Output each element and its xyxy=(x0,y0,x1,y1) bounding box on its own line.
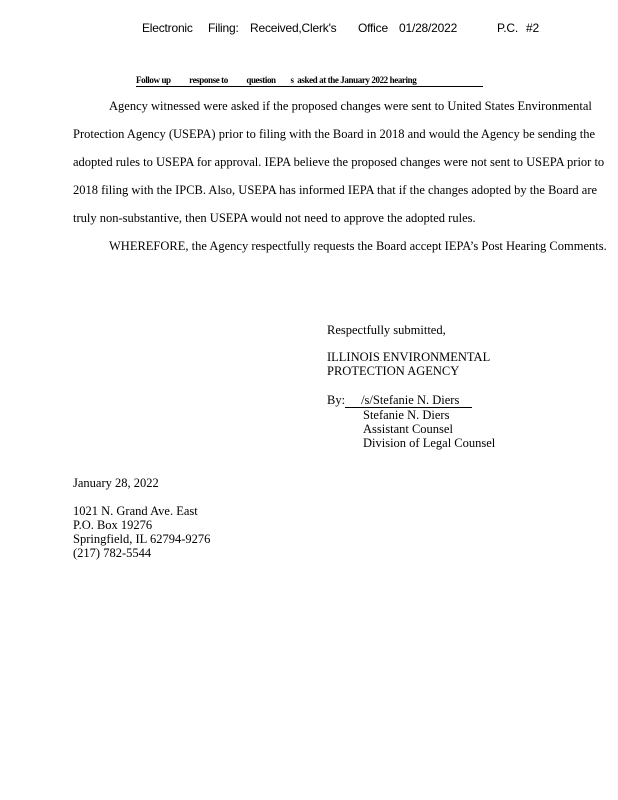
stamp-number: #2 xyxy=(526,21,539,35)
signature-closing: Respectfully submitted, xyxy=(327,323,446,337)
section-heading-text: Follow up response to question s asked at the January 2022 hearing xyxy=(136,75,417,85)
signer-name: Stefanie N. Diers xyxy=(363,408,450,422)
address-phone: (217) 782-5544 xyxy=(73,546,152,560)
document-date: January 28, 2022 xyxy=(73,476,159,490)
signature-block xyxy=(327,393,495,450)
signature-organization xyxy=(327,350,490,378)
organization-line-2: PROTECTION AGENCY xyxy=(327,364,460,378)
address-line-3: Springfield, IL 62794-9276 xyxy=(73,532,211,546)
organization-line-1: ILLINOIS ENVIRONMENTAL xyxy=(327,350,491,364)
stamp-office: Office xyxy=(358,21,388,35)
paragraph-usepa: Agency witnessed were asked if the proposed changes were sent to United States Environmental Protection Agency (USEPA) prior to filing with the Board in 2018 and would the Agency be sending the adopted rules to USEPA for approval. IEPA believe the proposed changes were not sent to USEPA prior to 2018 filing with the IPCB. Also, USEPA has informed IEPA that if the changes adopted by the Board are truly non-substantive, then USEPA would not need to approve the adopted rules. xyxy=(73,99,605,225)
stamp-date: 01/28/2022 xyxy=(399,21,458,35)
filing-stamp-header xyxy=(0,21,618,37)
address-block xyxy=(73,504,210,560)
signer-division: Division of Legal Counsel xyxy=(363,436,496,450)
body-text xyxy=(73,92,608,260)
address-line-1: 1021 N. Grand Ave. East xyxy=(73,504,198,518)
paragraph-wherefore: WHEREFORE, the Agency respectfully requests the Board accept IEPA’s Post Hearing Comments. xyxy=(109,239,607,253)
section-heading xyxy=(136,75,483,87)
by-label: By: xyxy=(327,393,346,407)
address-line-2: P.O. Box 19276 xyxy=(73,518,153,532)
signer-title: Assistant Counsel xyxy=(363,422,453,436)
signature-by-line xyxy=(327,393,495,408)
stamp-electronic: Electronic xyxy=(142,21,193,35)
stamp-received: Received,Clerk's xyxy=(250,21,337,35)
stamp-pc: P.C. xyxy=(497,21,518,35)
stamp-filing: Filing: xyxy=(208,21,239,35)
electronic-signature: /s/Stefanie N. Diers xyxy=(345,394,472,408)
